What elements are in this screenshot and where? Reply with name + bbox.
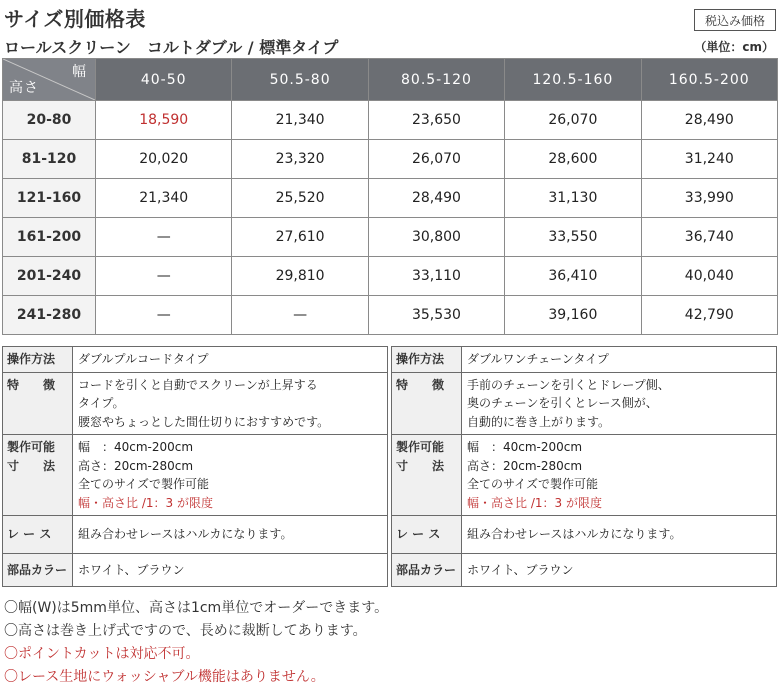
unit-label: （単位：cm） bbox=[694, 40, 774, 54]
height-row-header: 161-200 bbox=[3, 218, 96, 257]
size-line: 高さ：20cm-280cm bbox=[78, 458, 194, 473]
price-cell: 36,410 bbox=[505, 257, 641, 296]
spec-label: レ ー ス bbox=[392, 516, 462, 554]
price-cell-unavailable: — bbox=[96, 296, 232, 335]
price-cell: 21,340 bbox=[96, 179, 232, 218]
table-row bbox=[3, 257, 778, 296]
feature-line: 自動的に巻き上がります。 bbox=[467, 414, 611, 429]
price-cell: 18,590 bbox=[96, 101, 232, 140]
price-cell: 33,110 bbox=[368, 257, 504, 296]
spec-value bbox=[73, 435, 388, 516]
width-column-header: 50.5-80 bbox=[232, 59, 368, 101]
spec-table-one-chain bbox=[391, 346, 777, 587]
width-column-header: 160.5-200 bbox=[641, 59, 777, 101]
spec-label: レ ー ス bbox=[3, 516, 73, 554]
price-cell: 30,800 bbox=[368, 218, 504, 257]
feature-line: 腰窓やちょっとした間仕切りにおすすめです。 bbox=[78, 414, 330, 429]
feature-line: 奥のチェーンを引くとレース側が、 bbox=[467, 396, 658, 410]
width-column-header: 80.5-120 bbox=[368, 59, 504, 101]
spec-label-line: 寸 法 bbox=[7, 458, 56, 473]
width-column-header: 120.5-160 bbox=[505, 59, 641, 101]
spec-value: ダブルワンチェーンタイプ bbox=[462, 347, 777, 373]
size-line: 幅 ：40cm-200cm bbox=[78, 440, 194, 454]
price-cell: 20,020 bbox=[96, 140, 232, 179]
spec-row-lace bbox=[392, 516, 777, 554]
width-axis-label: 幅 bbox=[72, 64, 87, 80]
spec-value: ホワイト、ブラウン bbox=[73, 553, 388, 587]
price-header-row bbox=[3, 59, 778, 101]
spec-label: 特 徴 bbox=[392, 372, 462, 435]
spec-label: 部品カラー bbox=[392, 553, 462, 587]
width-column-header: 40-50 bbox=[96, 59, 232, 101]
spec-row-size bbox=[392, 435, 777, 516]
spec-label: 操作方法 bbox=[392, 347, 462, 373]
height-row-header: 201-240 bbox=[3, 257, 96, 296]
size-ratio-limit: 幅・高さ比 /1：3 が限度 bbox=[467, 495, 602, 510]
price-cell: 21,340 bbox=[232, 101, 368, 140]
height-row-header: 20-80 bbox=[3, 101, 96, 140]
price-cell: 31,130 bbox=[505, 179, 641, 218]
spec-value: 組み合わせレースはハルカになります。 bbox=[73, 516, 388, 554]
tax-included-badge: 税込み価格 bbox=[694, 9, 776, 31]
feature-line: コードを引くと自動でスクリーンが上昇する bbox=[78, 377, 318, 392]
price-cell: 36,740 bbox=[641, 218, 777, 257]
spec-row-feature bbox=[392, 372, 777, 435]
price-cell: 39,160 bbox=[505, 296, 641, 335]
height-axis-label: 高さ bbox=[9, 80, 39, 96]
price-table bbox=[2, 58, 778, 335]
price-cell: 23,650 bbox=[368, 101, 504, 140]
spec-label-line: 製作可能 bbox=[396, 440, 445, 454]
spec-row-feature bbox=[3, 372, 388, 435]
spec-row-lace bbox=[3, 516, 388, 554]
spec-label-line: 寸 法 bbox=[396, 458, 445, 473]
table-row bbox=[3, 218, 778, 257]
notes-list bbox=[4, 597, 388, 689]
spec-label-line: 製作可能 bbox=[7, 440, 56, 454]
spec-row-operation bbox=[3, 347, 388, 373]
spec-value bbox=[73, 372, 388, 435]
spec-value bbox=[462, 435, 777, 516]
table-row bbox=[3, 101, 778, 140]
price-cell-unavailable: — bbox=[96, 218, 232, 257]
size-line: 高さ：20cm-280cm bbox=[467, 458, 583, 473]
spec-row-parts-color bbox=[392, 553, 777, 587]
size-line: 全てのサイズで製作可能 bbox=[78, 477, 210, 491]
height-row-header: 241-280 bbox=[3, 296, 96, 335]
spec-table-pull-cord bbox=[2, 346, 388, 587]
note-item-warning: 〇レース生地にウォッシャブル機能はありません。 bbox=[4, 669, 325, 685]
price-cell: 28,490 bbox=[641, 101, 777, 140]
price-cell: 29,810 bbox=[232, 257, 368, 296]
price-cell: 42,790 bbox=[641, 296, 777, 335]
feature-line: タイプ。 bbox=[78, 396, 125, 410]
spec-value bbox=[462, 372, 777, 435]
feature-line: 手前のチェーンを引くとドレープ側、 bbox=[467, 377, 670, 392]
spec-label bbox=[3, 435, 73, 516]
size-line: 幅 ：40cm-200cm bbox=[467, 440, 583, 454]
price-cell: 25,520 bbox=[232, 179, 368, 218]
price-cell: 26,070 bbox=[368, 140, 504, 179]
size-line: 全てのサイズで製作可能 bbox=[467, 477, 599, 491]
spec-row-operation bbox=[392, 347, 777, 373]
price-cell: 27,610 bbox=[232, 218, 368, 257]
price-cell: 33,550 bbox=[505, 218, 641, 257]
product-subtitle: ロールスクリーン コルトダブル / 標準タイプ bbox=[4, 38, 339, 57]
spec-row-parts-color bbox=[3, 553, 388, 587]
height-row-header: 81-120 bbox=[3, 140, 96, 179]
note-item-warning: 〇ポイントカットは対応不可。 bbox=[4, 646, 200, 662]
price-cell-unavailable: — bbox=[96, 257, 232, 296]
height-row-header: 121-160 bbox=[3, 179, 96, 218]
price-cell: 33,990 bbox=[641, 179, 777, 218]
price-cell: 26,070 bbox=[505, 101, 641, 140]
price-cell: 28,490 bbox=[368, 179, 504, 218]
price-cell: 31,240 bbox=[641, 140, 777, 179]
table-row bbox=[3, 179, 778, 218]
spec-label: 部品カラー bbox=[3, 553, 73, 587]
table-row bbox=[3, 296, 778, 335]
spec-label: 特 徴 bbox=[3, 372, 73, 435]
spec-value: 組み合わせレースはハルカになります。 bbox=[462, 516, 777, 554]
price-cell: 23,320 bbox=[232, 140, 368, 179]
price-cell-unavailable: — bbox=[232, 296, 368, 335]
page-title: サイズ別価格表 bbox=[4, 7, 146, 31]
spec-label bbox=[392, 435, 462, 516]
table-row bbox=[3, 140, 778, 179]
note-item: 〇幅(W)は5mm単位、高さは1cm単位でオーダーできます。 bbox=[4, 600, 389, 616]
spec-label: 操作方法 bbox=[3, 347, 73, 373]
size-ratio-limit: 幅・高さ比 /1：3 が限度 bbox=[78, 495, 213, 510]
spec-row-size bbox=[3, 435, 388, 516]
price-cell: 40,040 bbox=[641, 257, 777, 296]
note-item: 〇高さは巻き上げ式ですので、長めに裁断してあります。 bbox=[4, 623, 367, 639]
price-cell: 28,600 bbox=[505, 140, 641, 179]
price-cell: 35,530 bbox=[368, 296, 504, 335]
spec-value: ホワイト、ブラウン bbox=[462, 553, 777, 587]
corner-header bbox=[3, 59, 96, 101]
spec-value: ダブルプルコードタイプ bbox=[73, 347, 388, 373]
